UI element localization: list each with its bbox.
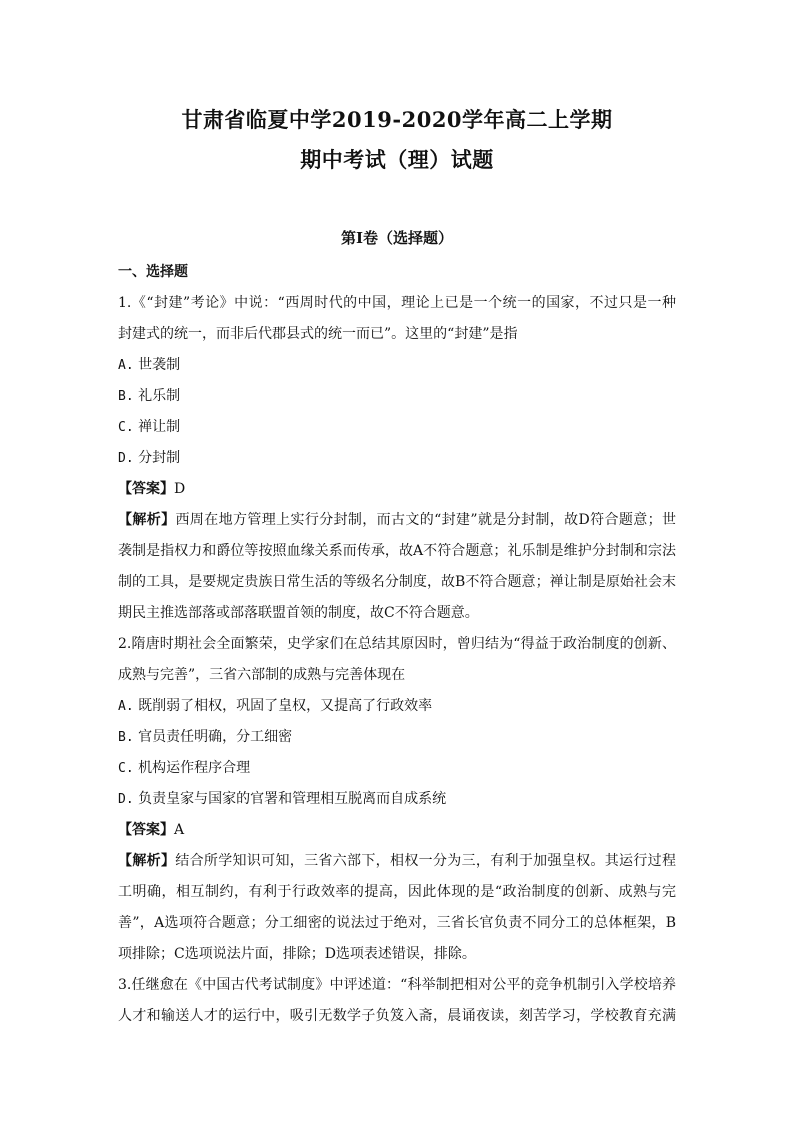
- q1-option-d: [118, 443, 676, 474]
- option-text: 机构运作程序合理: [138, 760, 251, 776]
- option-letter: B.: [118, 389, 134, 404]
- answer-label: 【答案】: [118, 822, 174, 838]
- q2-option-b: [118, 722, 676, 753]
- option-text: 礼乐制: [138, 388, 181, 404]
- q1-option-c: [118, 412, 676, 443]
- q1-analysis-line-1: [118, 505, 676, 536]
- analysis-label: 【解析】: [118, 853, 176, 869]
- q3-stem-line-1: 3.任继愈在《中国古代考试制度》中评述道：“科举制把相对公平的竞争机制引入学校培养: [118, 977, 676, 993]
- q2-option-a: [118, 691, 676, 722]
- analysis-text: 结合所学知识可知，三省六部下，相权一分为三，有利于加强皇权。其运行过程: [175, 853, 676, 869]
- document-title-line-1: 甘肃省临夏中学2019-2020学年高二上学期: [181, 107, 613, 132]
- answer-value: D: [174, 481, 186, 497]
- option-letter: A.: [118, 699, 134, 714]
- document-title-line-2: 期中考试（理）试题: [300, 147, 494, 172]
- analysis-label: 【解析】: [118, 512, 176, 528]
- q1-option-b: [118, 381, 676, 412]
- option-letter: B.: [118, 730, 134, 745]
- q1-analysis-line-4: 期民主推选部落或部落联盟首领的制度，故C不符合题意。: [118, 605, 479, 621]
- q2-stem-line-1: 2.隋唐时期社会全面繁荣，史学家们在总结其原因时，曾归结为“得益于政治制度的创新、: [118, 636, 676, 652]
- option-letter: A.: [118, 358, 134, 373]
- q3-stem-line-2: 人才和输送人才的运行中，吸引无数学子负笈入斋，晨诵夜读，刻苦学习，学校教育充满: [118, 1008, 676, 1024]
- q2-analysis-line-3: 善”，A选项符合题意；分工细密的说法过于绝对，三省长官负责不同分工的总体框架，B: [118, 915, 676, 931]
- option-text: 世袭制: [138, 357, 181, 373]
- answer-value: A: [174, 822, 185, 838]
- volume-heading: 第Ⅰ卷（选择题）: [340, 229, 454, 247]
- q1-stem-line-1: 1.《“封建”考论》中说：“西周时代的中国，理论上已是一个统一的国家，不过只是一种: [118, 295, 676, 311]
- q2-answer: [118, 815, 676, 846]
- section-heading: 一、选择题: [118, 264, 188, 280]
- q2-option-d: [118, 784, 676, 815]
- option-text: 官员责任明确，分工细密: [138, 729, 293, 745]
- q2-analysis-line-2: 工明确，相互制约，有利于行政效率的提高，因此体现的是“政治制度的创新、成熟与完: [118, 884, 676, 900]
- q2-stem-line-2: 成熟与完善”，三省六部制的成熟与完善体现在: [118, 667, 406, 683]
- q1-analysis-line-2: 袭制是指权力和爵位等按照血缘关系而传承，故A不符合题意；礼乐制是维护分封制和宗法: [118, 543, 676, 559]
- q1-option-a: [118, 350, 676, 381]
- option-text: 既削弱了相权，巩固了皇权，又提高了行政效率: [138, 698, 433, 714]
- q2-option-c: [118, 753, 676, 784]
- option-text: 禅让制: [138, 419, 181, 435]
- q1-answer: [118, 474, 676, 505]
- option-letter: D.: [118, 792, 134, 807]
- option-letter: D.: [118, 451, 134, 466]
- q1-analysis-line-3: 制的工具，是要规定贵族日常生活的等级名分制度，故B不符合题意；禅让制是原始社会末: [118, 574, 676, 590]
- option-letter: C.: [118, 420, 134, 435]
- q1-stem-line-2: 封建式的统一，而非后代郡县式的统一而已”。这里的“封建”是指: [118, 326, 518, 342]
- option-letter: C.: [118, 761, 134, 776]
- option-text: 负责皇家与国家的官署和管理相互脱离而自成系统: [138, 791, 447, 807]
- document-body: [118, 257, 676, 1032]
- option-text: 分封制: [138, 450, 181, 466]
- q2-analysis-line-1: [118, 846, 676, 877]
- answer-label: 【答案】: [118, 481, 174, 497]
- q2-analysis-line-4: 项排除；C选项说法片面，排除；D选项表述错误，排除。: [118, 946, 476, 962]
- analysis-text: 西周在地方管理上实行分封制，而古文的“封建”就是分封制，故D符合题意；世: [175, 512, 676, 528]
